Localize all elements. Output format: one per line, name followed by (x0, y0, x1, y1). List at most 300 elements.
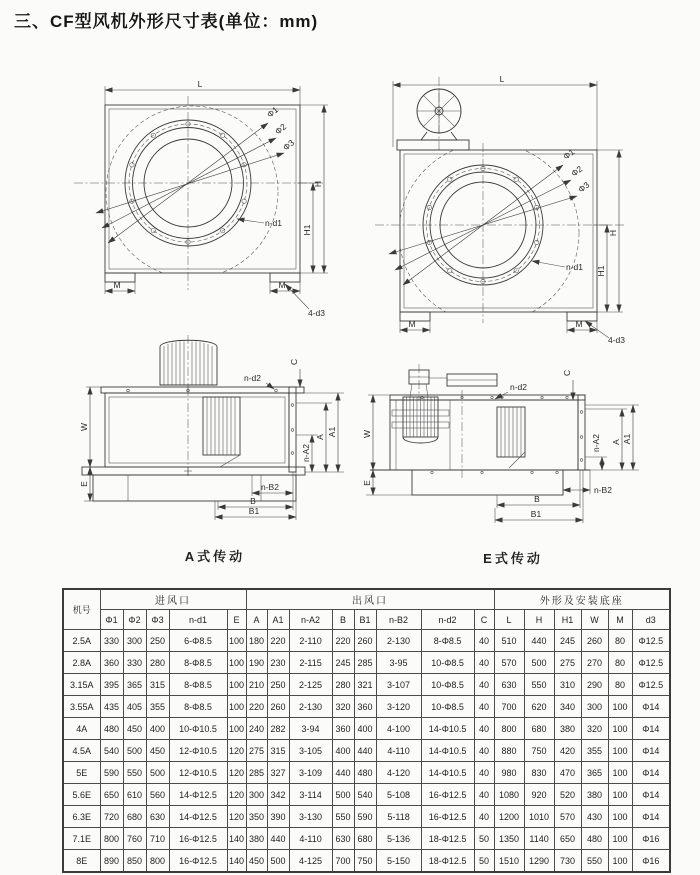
dim-cell: 830 (524, 762, 554, 784)
dim-cell: 280 (332, 674, 354, 696)
dim-cell: 1510 (494, 850, 524, 873)
col-header: Φ1 (100, 610, 123, 630)
dim-cell: Φ14 (632, 784, 670, 806)
machine-no-cell: 5E (63, 762, 100, 784)
callout-n-d1: n-d1 (566, 262, 584, 272)
dim-cell: 1010 (524, 806, 554, 828)
dim-cell: 100 (608, 850, 632, 873)
dim-cell: 570 (494, 652, 524, 674)
dim-cell: 400 (146, 718, 169, 740)
dim-cell: 4-120 (376, 762, 421, 784)
col-header: E (227, 610, 246, 630)
dim-cell: 245 (332, 652, 354, 674)
dim-cell: 710 (146, 828, 169, 850)
dim-cell: 230 (267, 652, 289, 674)
dim-cell: 380 (554, 718, 581, 740)
dim-cell: 440 (267, 828, 289, 850)
dim-cell: 14-Φ12.5 (169, 806, 227, 828)
callout-4-d3: 4-d3 (608, 335, 626, 345)
dim-cell: 12-Φ10.5 (169, 740, 227, 762)
dim-cell: 480 (354, 762, 376, 784)
table-row (63, 762, 670, 784)
dim-cell: 5-108 (376, 784, 421, 806)
dim-cell: 680 (524, 718, 554, 740)
dim-cell: 680 (123, 806, 146, 828)
dim-cell: 40 (474, 674, 494, 696)
col-header: n-B2 (376, 610, 421, 630)
table-row (63, 652, 670, 674)
dim-cell: 100 (227, 630, 246, 652)
dim-cell: 380 (581, 784, 608, 806)
dim-cell: 50 (474, 850, 494, 873)
dim-cell: 260 (267, 696, 289, 718)
col-header: B (332, 610, 354, 630)
caption-a-drive: A式传动 (184, 549, 246, 564)
dim-cell: 100 (227, 652, 246, 674)
dim-cell: 14-Φ10.5 (421, 740, 474, 762)
dim-cell: 440 (524, 630, 554, 652)
dim-cell: 650 (100, 784, 123, 806)
dim-cell: 3-114 (289, 784, 332, 806)
dim-cell: 240 (246, 718, 267, 740)
dim-cell: 630 (332, 828, 354, 850)
col-header: A (246, 610, 267, 630)
dim-cell: 800 (494, 718, 524, 740)
dim-cell: 750 (524, 740, 554, 762)
dim-label-w: W (79, 422, 89, 432)
dim-cell: Φ16 (632, 828, 670, 850)
dim-cell: 40 (474, 718, 494, 740)
dim-cell: 100 (608, 828, 632, 850)
dim-cell: 405 (123, 696, 146, 718)
dim-cell: 470 (554, 762, 581, 784)
dim-label-e: E (79, 481, 89, 487)
dim-label-a: A (611, 439, 621, 445)
dim-cell: 18-Φ12.5 (421, 850, 474, 873)
dim-cell: 8-Φ8.5 (421, 630, 474, 652)
dim-cell: 700 (332, 850, 354, 873)
dim-label-n-b2: n-B2 (594, 485, 612, 495)
dim-label-n-a2: n-A2 (591, 434, 601, 452)
dim-cell: 450 (123, 718, 146, 740)
dim-cell: 560 (146, 784, 169, 806)
dim-cell: 365 (123, 674, 146, 696)
dim-cell: 1140 (524, 828, 554, 850)
dim-cell: 550 (123, 762, 146, 784)
dim-cell: 570 (554, 806, 581, 828)
dim-cell: 480 (581, 828, 608, 850)
callout-n-d2: n-d2 (244, 373, 262, 383)
dim-cell: 500 (146, 762, 169, 784)
dim-cell: 120 (227, 784, 246, 806)
dim-cell: 400 (332, 740, 354, 762)
dim-cell: 920 (524, 784, 554, 806)
dim-cell: 590 (100, 762, 123, 784)
dim-cell: 100 (608, 740, 632, 762)
dim-cell: 250 (267, 674, 289, 696)
dim-cell: 540 (354, 784, 376, 806)
dim-cell: 10-Φ8.5 (421, 674, 474, 696)
dim-cell: 14-Φ10.5 (421, 762, 474, 784)
dim-label-n-a2: n-A2 (301, 444, 311, 462)
dim-cell: 340 (554, 696, 581, 718)
dim-cell: Φ12.5 (632, 652, 670, 674)
dim-cell: 850 (123, 850, 146, 873)
dim-cell: 4-125 (289, 850, 332, 873)
table-row (63, 740, 670, 762)
dim-label-phi1: Φ1 (264, 104, 281, 120)
dim-cell: 620 (524, 696, 554, 718)
dim-cell: 100 (608, 762, 632, 784)
dim-cell: 100 (227, 674, 246, 696)
table-header-groups (63, 589, 670, 610)
dim-cell: 220 (332, 630, 354, 652)
page-title: 三、CF型风机外形尺寸表(单位：mm) (14, 12, 319, 31)
dim-cell: 5-118 (376, 806, 421, 828)
dim-cell: 800 (100, 828, 123, 850)
group-header-outlet: 出风口 (246, 589, 494, 610)
dim-label-b1: B1 (530, 509, 542, 519)
table-row (63, 806, 670, 828)
dim-cell: 16-Φ12.5 (421, 806, 474, 828)
dim-cell: 14-Φ10.5 (421, 718, 474, 740)
dim-cell: 4-110 (376, 740, 421, 762)
dim-cell: 4-100 (376, 718, 421, 740)
dim-cell: 3-105 (289, 740, 332, 762)
dim-cell: 250 (146, 630, 169, 652)
dim-label-m-left: M (113, 280, 121, 290)
dim-label-b: B (250, 496, 256, 506)
table-header-columns (63, 610, 670, 630)
dim-cell: 395 (100, 674, 123, 696)
dim-label-phi3: Φ3 (576, 179, 592, 195)
dim-cell: 500 (524, 652, 554, 674)
dim-cell: 2-110 (289, 630, 332, 652)
dim-cell: 10-Φ8.5 (421, 652, 474, 674)
dim-cell: 2-130 (376, 630, 421, 652)
dim-cell: 100 (608, 806, 632, 828)
callout-n-d2: n-d2 (510, 382, 528, 392)
dim-cell: 320 (332, 696, 354, 718)
dim-cell: 355 (581, 740, 608, 762)
dim-cell: 630 (494, 674, 524, 696)
dim-label-phi2: Φ2 (569, 163, 585, 179)
dim-cell: 120 (227, 806, 246, 828)
col-header: L (494, 610, 524, 630)
dim-cell: 220 (267, 630, 289, 652)
dim-cell: 5-150 (376, 850, 421, 873)
dim-cell: 730 (554, 850, 581, 873)
dim-cell: 282 (267, 718, 289, 740)
dim-cell: 18-Φ12.5 (421, 828, 474, 850)
dim-cell: 440 (354, 740, 376, 762)
col-header: Φ2 (123, 610, 146, 630)
dim-cell: 360 (100, 652, 123, 674)
dim-cell: 440 (332, 762, 354, 784)
dim-cell: 450 (146, 740, 169, 762)
machine-no-cell: 7.1E (63, 828, 100, 850)
machine-no-cell: 3.15A (63, 674, 100, 696)
dim-cell: 14-Φ12.5 (169, 784, 227, 806)
dim-label-b1: B1 (248, 506, 260, 516)
dim-cell: 100 (227, 718, 246, 740)
machine-no-cell: 2.8A (63, 652, 100, 674)
dim-cell: 315 (146, 674, 169, 696)
dim-cell: 3-120 (376, 696, 421, 718)
dim-cell: 10-Φ8.5 (421, 696, 474, 718)
dim-cell: 500 (267, 850, 289, 873)
dim-cell: 550 (581, 850, 608, 873)
dim-label-a1: A1 (622, 433, 632, 445)
dim-label-w: W (362, 429, 372, 439)
dim-cell: 3-94 (289, 718, 332, 740)
dim-cell: 880 (494, 740, 524, 762)
dim-cell: 750 (354, 850, 376, 873)
dim-cell: 16-Φ12.5 (421, 784, 474, 806)
dim-cell: 8-Φ8.5 (169, 674, 227, 696)
dim-cell: 4-110 (289, 828, 332, 850)
dim-cell: 700 (494, 696, 524, 718)
dim-cell: 355 (146, 696, 169, 718)
dim-cell: 610 (123, 784, 146, 806)
dim-label-a: A (315, 434, 325, 440)
dim-cell: 3-109 (289, 762, 332, 784)
dim-cell: 280 (146, 652, 169, 674)
dim-cell: 285 (246, 762, 267, 784)
dim-cell: 40 (474, 784, 494, 806)
dim-cell: 315 (267, 740, 289, 762)
dim-cell: 290 (581, 674, 608, 696)
dim-cell: 40 (474, 630, 494, 652)
dim-cell: 540 (100, 740, 123, 762)
dim-cell: 40 (474, 652, 494, 674)
dim-cell: 40 (474, 762, 494, 784)
dim-cell: Φ12.5 (632, 674, 670, 696)
col-header: Φ3 (146, 610, 169, 630)
dim-cell: 800 (146, 850, 169, 873)
dim-cell: 300 (581, 696, 608, 718)
dim-label-m-right: M (278, 280, 286, 290)
table-row (63, 828, 670, 850)
dim-cell: 500 (123, 740, 146, 762)
dim-cell: 330 (100, 630, 123, 652)
dim-cell: 450 (246, 850, 267, 873)
dim-cell: 8-Φ8.5 (169, 696, 227, 718)
dim-cell: 12-Φ10.5 (169, 762, 227, 784)
dim-cell: 430 (581, 806, 608, 828)
machine-no-cell: 4.5A (63, 740, 100, 762)
group-header-inlet: 进风口 (100, 589, 246, 610)
dim-cell: 890 (100, 850, 123, 873)
dim-cell: 180 (246, 630, 267, 652)
dim-cell: 3-95 (376, 652, 421, 674)
dim-cell: 120 (227, 740, 246, 762)
dim-cell: 190 (246, 652, 267, 674)
dim-label-m-right: M (575, 319, 583, 329)
dim-cell: Φ14 (632, 806, 670, 828)
dim-cell: 510 (494, 630, 524, 652)
dim-cell: 520 (554, 784, 581, 806)
side-view-e-drawing (352, 352, 667, 562)
col-header: W (581, 610, 608, 630)
dim-label-phi2: Φ2 (272, 121, 289, 137)
dim-cell: 285 (354, 652, 376, 674)
dim-cell: 245 (554, 630, 581, 652)
dim-cell: 300 (246, 784, 267, 806)
dim-cell: 3-130 (289, 806, 332, 828)
table-row (63, 696, 670, 718)
dim-label-b: B (534, 494, 540, 504)
table-row (63, 718, 670, 740)
table-body (63, 630, 670, 873)
col-header: C (474, 610, 494, 630)
dim-label-c: C (289, 358, 299, 365)
dim-label-phi1: Φ1 (561, 146, 577, 162)
dim-cell: 1350 (494, 828, 524, 850)
dim-label-l: L (499, 74, 505, 84)
dim-cell: 100 (227, 696, 246, 718)
dim-cell: 80 (608, 630, 632, 652)
dim-cell: 40 (474, 696, 494, 718)
dim-cell: 10-Φ10.5 (169, 718, 227, 740)
dim-cell: 16-Φ12.5 (169, 828, 227, 850)
dim-cell: 590 (354, 806, 376, 828)
table-row (63, 630, 670, 652)
machine-no-cell: 5.6E (63, 784, 100, 806)
dim-cell: 350 (246, 806, 267, 828)
dim-cell: 300 (123, 630, 146, 652)
dim-cell: 420 (554, 740, 581, 762)
dim-label-c: C (562, 369, 572, 376)
machine-no-cell: 8E (63, 850, 100, 873)
dim-cell: 2-130 (289, 696, 332, 718)
front-view-e-drawing (375, 55, 670, 345)
dim-cell: 327 (267, 762, 289, 784)
dim-cell: 40 (474, 740, 494, 762)
dim-cell: 330 (123, 652, 146, 674)
callout-4-d3: 4-d3 (308, 308, 326, 318)
dim-cell: 321 (354, 674, 376, 696)
col-header: M (608, 610, 632, 630)
dim-cell: Φ14 (632, 740, 670, 762)
col-header: B1 (354, 610, 376, 630)
dim-cell: 1290 (524, 850, 554, 873)
group-header-base: 外形及安装底座 (494, 589, 670, 610)
dim-label-h: H (608, 229, 618, 237)
dim-cell: 380 (246, 828, 267, 850)
col-header: H1 (554, 610, 581, 630)
dim-cell: Φ16 (632, 850, 670, 873)
dim-cell: 6-Φ8.5 (169, 630, 227, 652)
dim-cell: 320 (581, 718, 608, 740)
table-row (63, 850, 670, 873)
dim-cell: 100 (608, 718, 632, 740)
dim-cell: 140 (227, 828, 246, 850)
dim-label-m-left: M (408, 319, 416, 329)
dim-cell: 16-Φ12.5 (169, 850, 227, 873)
dim-cell: 550 (524, 674, 554, 696)
dim-label-phi3: Φ3 (280, 137, 297, 153)
dim-cell: 342 (267, 784, 289, 806)
dim-cell: 275 (246, 740, 267, 762)
dim-cell: 100 (608, 696, 632, 718)
caption-e-drive: E式传动 (483, 551, 543, 566)
dim-cell: 390 (267, 806, 289, 828)
dim-cell: 550 (332, 806, 354, 828)
machine-no-cell: 2.5A (63, 630, 100, 652)
dim-cell: 270 (581, 652, 608, 674)
dim-cell: 360 (332, 718, 354, 740)
dim-label-h1: H1 (302, 224, 312, 236)
dim-cell: Φ14 (632, 696, 670, 718)
machine-no-cell: 3.55A (63, 696, 100, 718)
dim-cell: 50 (474, 828, 494, 850)
dim-cell: 400 (354, 718, 376, 740)
dim-label-h: H (313, 180, 323, 188)
col-header: n-d2 (421, 610, 474, 630)
dim-cell: 80 (608, 652, 632, 674)
dim-cell: 1080 (494, 784, 524, 806)
dim-cell: 140 (227, 850, 246, 873)
table-row (63, 784, 670, 806)
dim-cell: 260 (581, 630, 608, 652)
side-view-a-drawing (68, 335, 363, 540)
dim-cell: 650 (554, 828, 581, 850)
dim-cell: 500 (332, 784, 354, 806)
dim-cell: 310 (554, 674, 581, 696)
dim-cell: 480 (100, 718, 123, 740)
dim-cell: 435 (100, 696, 123, 718)
dim-cell: 680 (354, 828, 376, 850)
dim-cell: 1200 (494, 806, 524, 828)
col-header: n-A2 (289, 610, 332, 630)
dim-label-h1: H1 (596, 265, 606, 277)
col-header: d3 (632, 610, 670, 630)
col-header: A1 (267, 610, 289, 630)
dim-label-a1: A1 (327, 426, 337, 438)
dim-cell: 80 (608, 674, 632, 696)
dim-cell: 120 (227, 762, 246, 784)
dim-cell: 760 (123, 828, 146, 850)
dim-cell: 630 (146, 806, 169, 828)
dim-cell: 8-Φ8.5 (169, 652, 227, 674)
front-view-a-drawing (72, 62, 352, 327)
col-header-machine: 机号 (63, 589, 100, 630)
dim-cell: 100 (608, 784, 632, 806)
dim-cell: 360 (354, 696, 376, 718)
dim-cell: 980 (494, 762, 524, 784)
dim-cell: 365 (581, 762, 608, 784)
dim-cell: Φ14 (632, 762, 670, 784)
dim-cell: 5-136 (376, 828, 421, 850)
dim-cell: 2-125 (289, 674, 332, 696)
col-header: H (524, 610, 554, 630)
dim-cell: 40 (474, 806, 494, 828)
dim-cell: 2-115 (289, 652, 332, 674)
dim-label-e: E (362, 480, 372, 486)
machine-no-cell: 4A (63, 718, 100, 740)
dim-cell: 275 (554, 652, 581, 674)
dim-label-l: L (197, 79, 203, 89)
dim-cell: 720 (100, 806, 123, 828)
dim-cell: Φ14 (632, 718, 670, 740)
dim-cell: Φ12.5 (632, 630, 670, 652)
dim-cell: 3-107 (376, 674, 421, 696)
dim-cell: 220 (246, 696, 267, 718)
machine-no-cell: 6.3E (63, 806, 100, 828)
callout-n-d1: n-d1 (265, 218, 283, 228)
dimensions-table (62, 588, 671, 873)
